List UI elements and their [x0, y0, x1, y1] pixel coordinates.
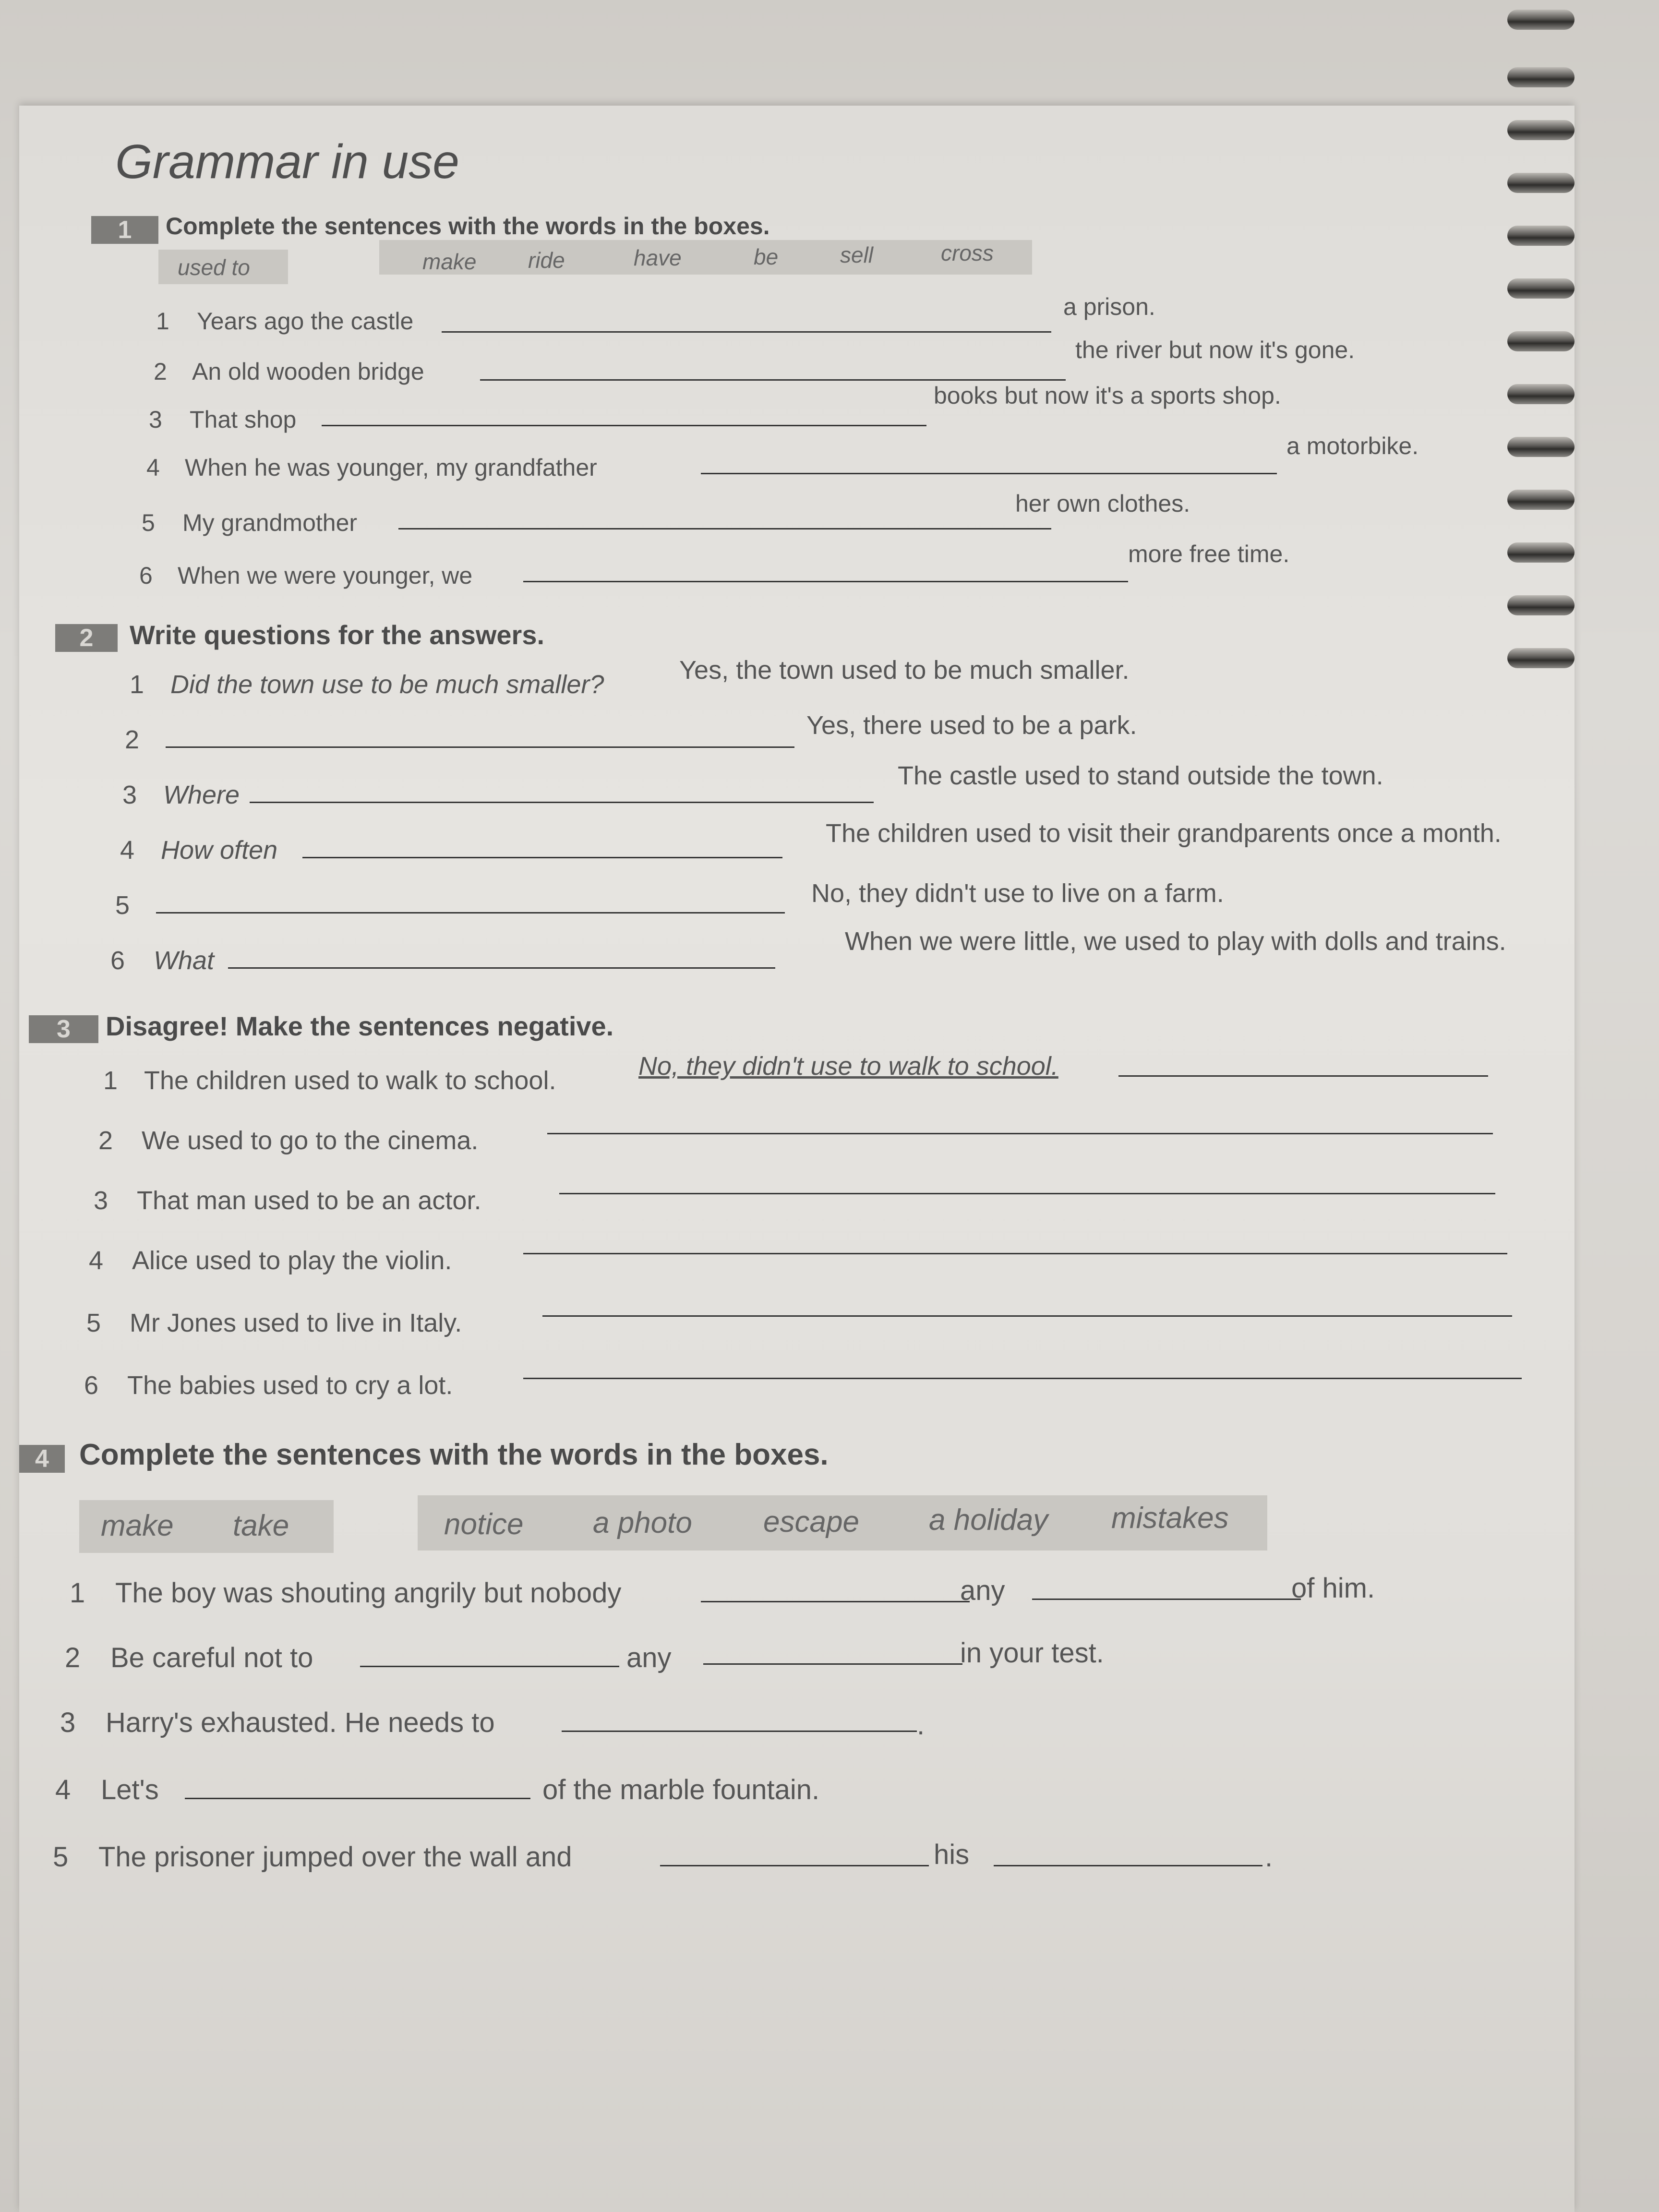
workbook-page — [19, 106, 1575, 2212]
answer-blank[interactable] — [542, 1315, 1512, 1317]
answer-text: The children used to visit their grandparents once a month. — [826, 819, 1502, 848]
page-title: Grammar in use — [115, 135, 459, 189]
sentence-start: Years ago the castle — [197, 308, 414, 335]
exercise-instruction: Complete the sentences with the words in the boxes. — [79, 1438, 829, 1471]
item-number: 1 — [156, 308, 169, 335]
box-word: take — [233, 1509, 289, 1542]
question-text: Did the town use to be much smaller? — [170, 670, 604, 699]
sentence-end: books but now it's a sports shop. — [934, 382, 1281, 409]
answer-blank[interactable] — [185, 1798, 530, 1799]
box-word: notice — [444, 1508, 524, 1541]
spiral-binding — [1503, 106, 1575, 778]
answer-blank[interactable] — [523, 1378, 1522, 1379]
box-word: escape — [763, 1505, 859, 1539]
answer-blank[interactable] — [156, 912, 785, 914]
box-word: used to — [178, 255, 250, 280]
item-number: 5 — [53, 1841, 69, 1873]
item-number: 6 — [110, 946, 125, 975]
answer-text: The castle used to stand outside the town. — [898, 761, 1383, 790]
sentence-text: We used to go to the cinema. — [142, 1126, 479, 1155]
box-word: be — [754, 244, 779, 269]
item-number: 4 — [146, 454, 160, 481]
exercise-instruction: Disagree! Make the sentences negative. — [106, 1011, 614, 1041]
sentence-end: her own clothes. — [1015, 490, 1190, 517]
answer-blank[interactable] — [398, 528, 1051, 529]
exercise-number-badge: 1 — [91, 216, 158, 244]
item-number: 4 — [89, 1246, 104, 1275]
sentence-part: . — [917, 1709, 925, 1741]
answer-blank[interactable] — [166, 746, 794, 748]
answer-text: Yes, there used to be a park. — [806, 711, 1137, 740]
answer-blank[interactable] — [994, 1865, 1262, 1866]
answer-blank[interactable] — [701, 473, 1277, 474]
sentence-end: the river but now it's gone. — [1075, 337, 1355, 363]
sentence-part: . — [1265, 1841, 1273, 1873]
sentence-part: Let's — [101, 1774, 159, 1805]
answer-text: Yes, the town used to be much smaller. — [679, 656, 1130, 685]
answer-blank[interactable] — [360, 1666, 619, 1667]
sentence-text: The babies used to cry a lot. — [127, 1371, 453, 1400]
item-number: 6 — [139, 562, 153, 589]
exercise-number-badge: 4 — [19, 1445, 65, 1473]
answer-blank[interactable] — [701, 1601, 970, 1602]
exercise-instruction: Write questions for the answers. — [130, 620, 545, 650]
box-word: mistakes — [1111, 1502, 1229, 1535]
item-number: 1 — [103, 1066, 118, 1095]
answer-blank[interactable] — [228, 967, 775, 969]
sentence-end: a prison. — [1063, 293, 1155, 320]
item-number: 2 — [65, 1642, 81, 1673]
item-number: 2 — [125, 725, 140, 754]
sentence-part: Be careful not to — [110, 1642, 313, 1673]
exercise-number-badge: 2 — [55, 624, 118, 652]
sentence-part: The prisoner jumped over the wall and — [98, 1841, 572, 1873]
question-text: Where — [163, 781, 240, 809]
item-number: 2 — [154, 358, 167, 385]
box-word: make — [101, 1509, 174, 1542]
box-word: sell — [840, 242, 874, 267]
word-box — [418, 1495, 1267, 1551]
word-box — [158, 250, 288, 284]
sentence-text: Alice used to play the violin. — [132, 1246, 452, 1275]
answer-blank[interactable] — [547, 1133, 1493, 1134]
answer-blank[interactable] — [442, 331, 1051, 333]
question-text: How often — [161, 836, 278, 865]
answer-blank[interactable] — [250, 802, 874, 803]
sentence-end: more free time. — [1128, 541, 1290, 567]
item-number: 5 — [86, 1309, 101, 1337]
box-word: a photo — [593, 1506, 692, 1539]
item-number: 5 — [115, 891, 130, 920]
sentence-text: That man used to be an actor. — [137, 1186, 481, 1215]
box-word: make — [422, 249, 477, 274]
item-number: 4 — [55, 1774, 71, 1805]
sentence-part: of the marble fountain. — [542, 1774, 820, 1805]
item-number: 1 — [70, 1577, 85, 1609]
item-number: 2 — [98, 1126, 113, 1155]
question-text: What — [154, 946, 215, 975]
sentence-start: My grandmother — [182, 509, 358, 536]
sentence-part: any — [960, 1575, 1005, 1606]
item-number: 3 — [94, 1186, 108, 1215]
answer-blank[interactable] — [302, 857, 782, 858]
answer-blank[interactable] — [559, 1193, 1495, 1194]
answer-blank[interactable] — [523, 1253, 1507, 1254]
sentence-start: An old wooden bridge — [192, 358, 424, 385]
sentence-start: When he was younger, my grandfather — [185, 454, 597, 481]
answer-blank[interactable] — [703, 1663, 962, 1665]
sentence-part: The boy was shouting angrily but nobody — [115, 1577, 622, 1609]
item-number: 3 — [122, 781, 137, 809]
item-number: 3 — [149, 406, 162, 433]
answer-blank[interactable] — [480, 379, 1066, 381]
word-box — [79, 1500, 334, 1553]
item-number: 1 — [130, 670, 144, 699]
sentence-part: in your test. — [960, 1637, 1104, 1669]
sentence-part: any — [626, 1642, 672, 1673]
item-number: 6 — [84, 1371, 99, 1400]
item-number: 4 — [120, 836, 135, 865]
answer-blank[interactable] — [1032, 1599, 1301, 1600]
answer-blank[interactable] — [1118, 1075, 1488, 1077]
exercise-number-badge: 3 — [29, 1015, 98, 1043]
sentence-part: Harry's exhausted. He needs to — [106, 1707, 495, 1738]
sentence-text: The children used to walk to school. — [144, 1066, 556, 1095]
answer-blank[interactable] — [322, 425, 926, 426]
box-word: ride — [528, 248, 565, 273]
word-box — [379, 240, 1032, 275]
sentence-start: When we were younger, we — [178, 562, 473, 589]
box-word: have — [634, 245, 682, 270]
answer-blank[interactable] — [562, 1731, 917, 1732]
answer-text: No, they didn't use to live on a farm. — [811, 879, 1224, 908]
example-answer: No, they didn't use to walk to school. — [638, 1052, 1058, 1081]
sentence-part: his — [934, 1839, 970, 1870]
answer-blank[interactable] — [523, 581, 1128, 582]
sentence-text: Mr Jones used to live in Italy. — [130, 1309, 462, 1337]
item-number: 3 — [60, 1707, 76, 1738]
sentence-start: That shop — [190, 406, 297, 433]
sentence-part: of him. — [1291, 1573, 1375, 1604]
sentence-end: a motorbike. — [1286, 433, 1419, 459]
item-number: 5 — [142, 509, 155, 536]
answer-blank[interactable] — [660, 1865, 929, 1866]
box-word: a holiday — [929, 1503, 1048, 1537]
exercise-instruction: Complete the sentences with the words in the boxes. — [166, 213, 770, 240]
box-word: cross — [941, 240, 994, 265]
answer-text: When we were little, we used to play with dolls and trains. — [845, 927, 1506, 956]
